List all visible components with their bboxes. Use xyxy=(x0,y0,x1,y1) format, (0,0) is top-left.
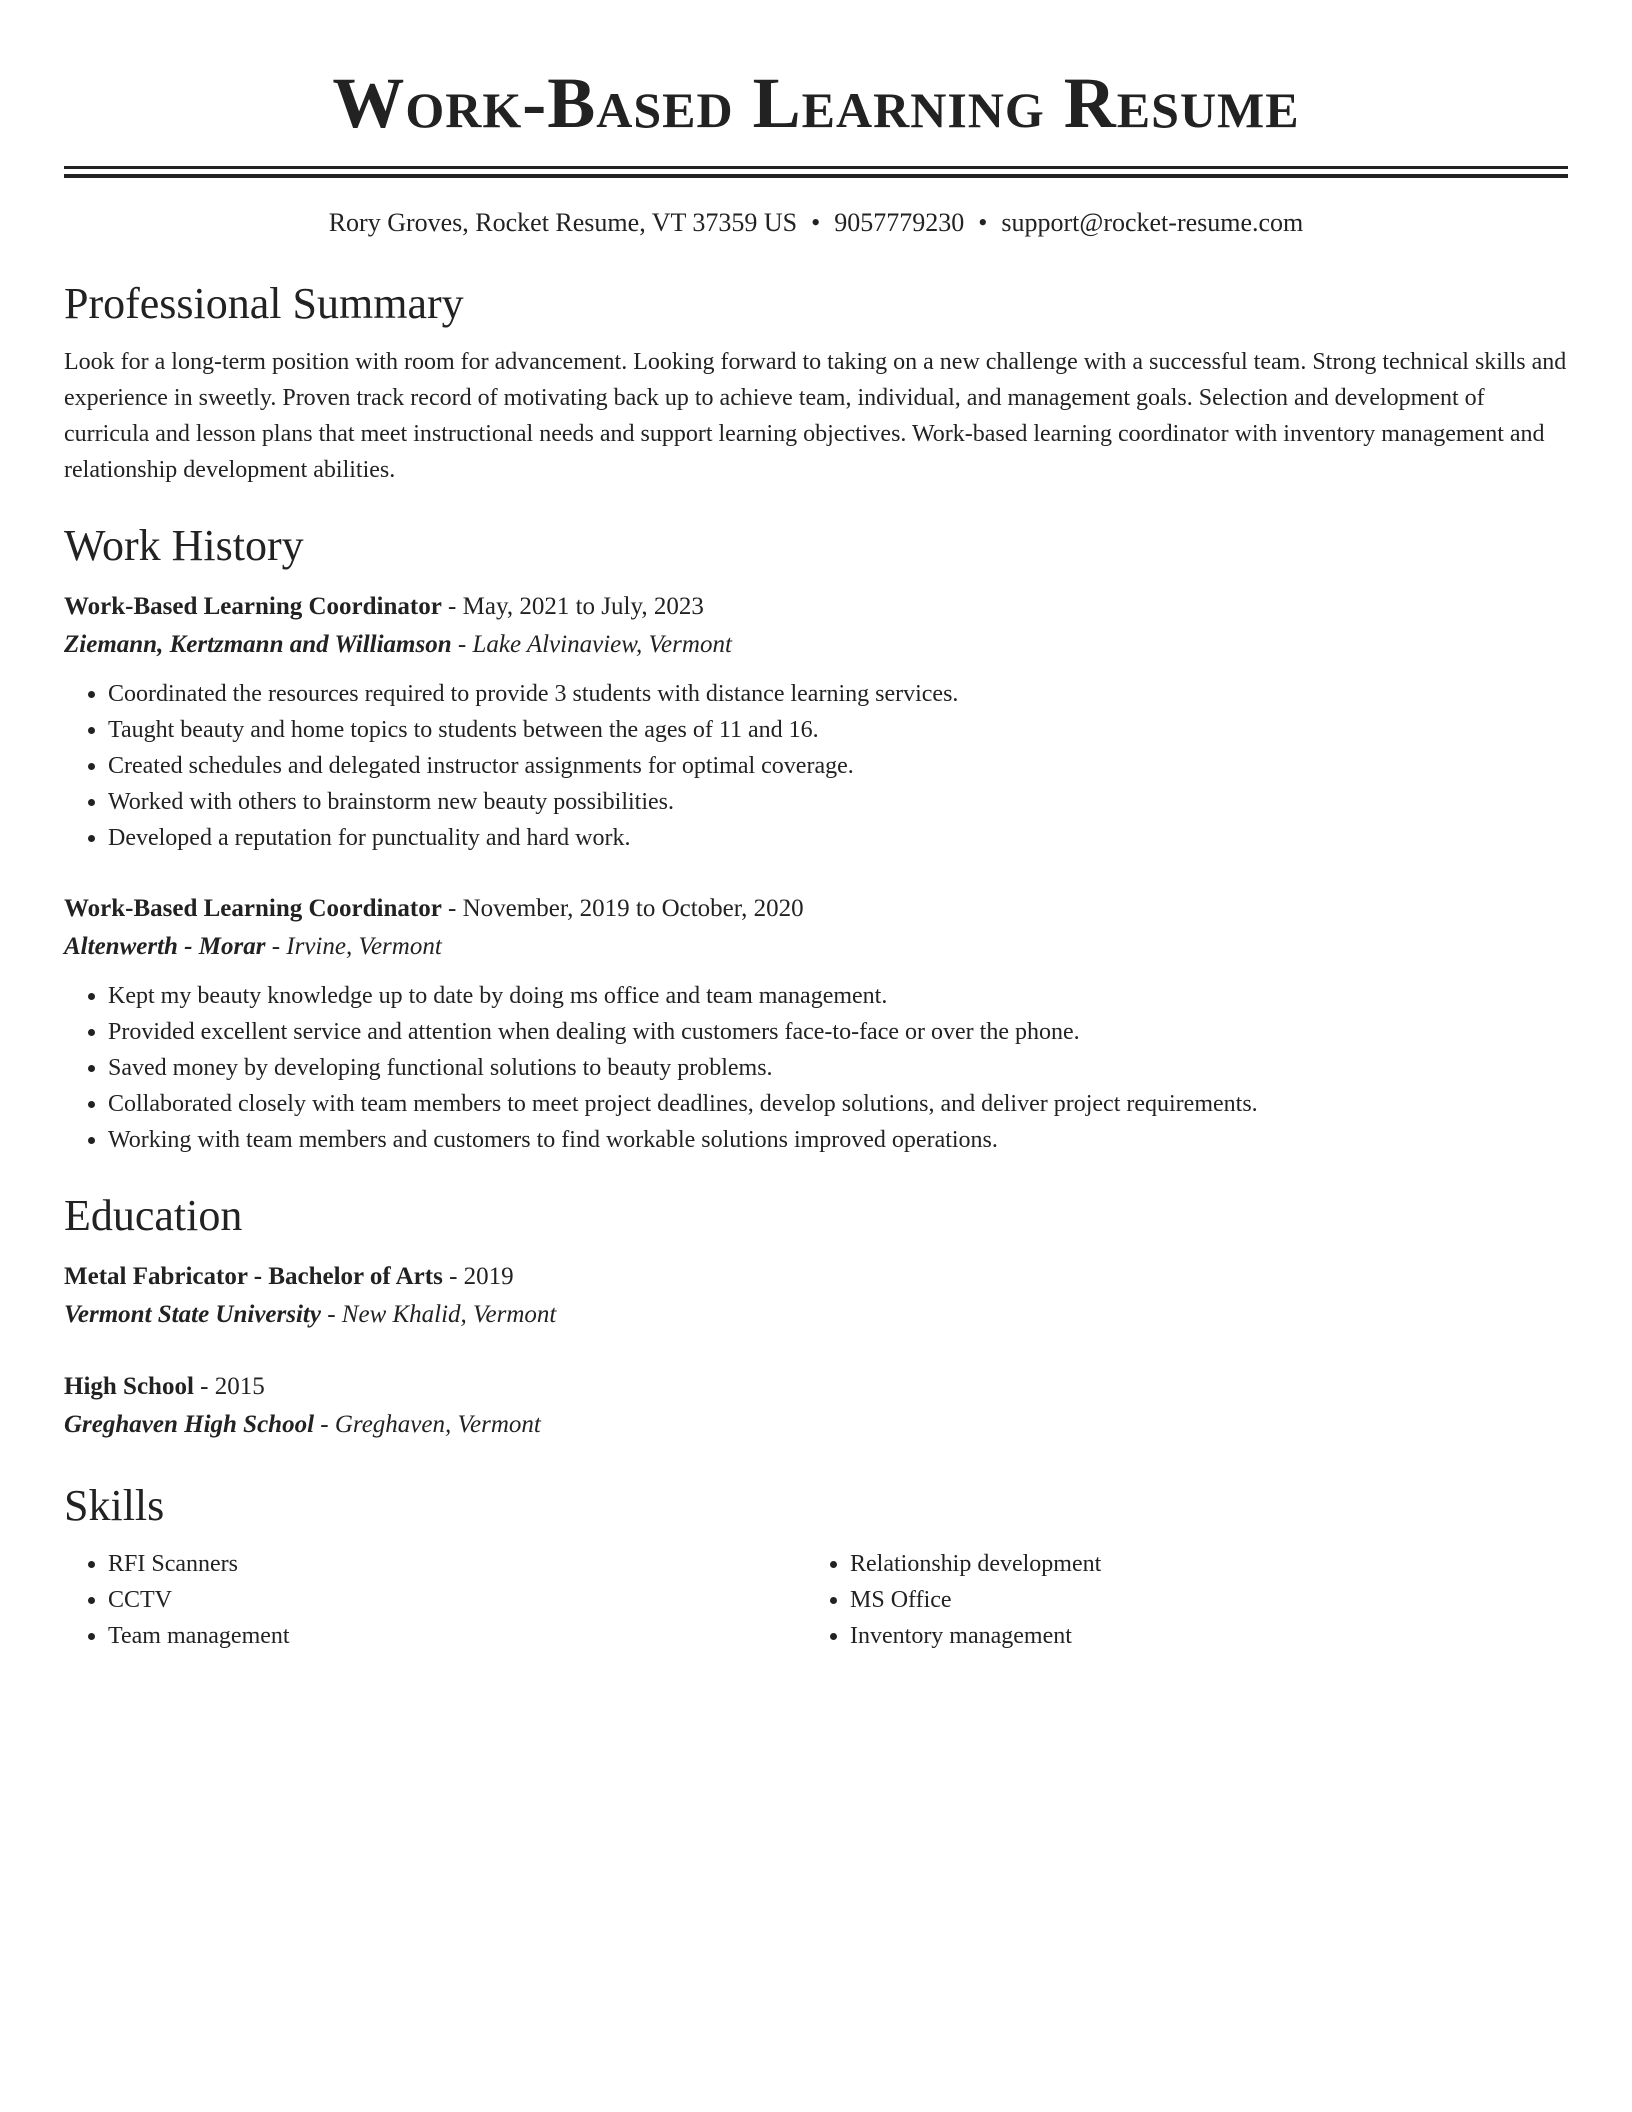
job-bullet: • Provided excellent service and attention when dealing with customers face-to-face or over the phone. xyxy=(108,1014,1568,1050)
job-employer: Ziemann, Kertzmann and Williamson xyxy=(64,631,452,658)
job-bullet: • Kept my beauty knowledge up to date by doing ms office and team management. xyxy=(108,978,1568,1014)
resume-title: Work-Based Learning Resume xyxy=(332,63,1300,143)
contact-separator: • xyxy=(978,208,988,237)
job-bullet: • Saved money by developing functional solutions to beauty problems. xyxy=(108,1050,1568,1086)
education-entry xyxy=(64,1258,1568,1334)
skill-item: • CCTV xyxy=(108,1582,806,1618)
job-bullets xyxy=(64,978,1568,1158)
title-divider xyxy=(64,166,1568,178)
work-history-heading: Work History xyxy=(64,521,304,570)
job-bullet: • Worked with others to brainstorm new beauty possibilities. xyxy=(108,784,1568,820)
skill-item: • Relationship development xyxy=(850,1546,1548,1582)
education-location: - Greghaven, Vermont xyxy=(314,1411,541,1438)
contact-phone: 9057779230 xyxy=(834,208,965,237)
job-bullet: • Collaborated closely with team members to meet project deadlines, develop solutions, and deliver project requirements. xyxy=(108,1086,1568,1122)
job-employer-line xyxy=(64,928,1568,966)
job-entry xyxy=(64,588,1568,856)
job-bullet: • Coordinated the resources required to provide 3 students with distance learning services. xyxy=(108,676,1568,712)
skills-column-right xyxy=(806,1546,1548,1654)
education-degree-line xyxy=(64,1258,1568,1296)
job-bullet: • Working with team members and customers to find workable solutions improved operations. xyxy=(108,1122,1568,1158)
education-year: - 2019 xyxy=(442,1263,514,1290)
education-school-line xyxy=(64,1296,1568,1334)
education-school: Greghaven High School xyxy=(64,1411,315,1438)
job-bullets xyxy=(64,676,1568,856)
job-employer: Altenwerth - Morar xyxy=(64,933,266,960)
job-bullet: • Developed a reputation for punctuality and hard work. xyxy=(108,820,1568,856)
job-location: - Irvine, Vermont xyxy=(265,933,442,960)
education-degree: Metal Fabricator - Bachelor of Arts xyxy=(64,1263,443,1290)
education-school-line xyxy=(64,1406,1568,1444)
job-location: - Lake Alvinaview, Vermont xyxy=(451,631,732,658)
education-entry xyxy=(64,1368,1568,1444)
education-school: Vermont State University xyxy=(64,1301,321,1328)
job-entry xyxy=(64,890,1568,1158)
skills-heading: Skills xyxy=(64,1481,165,1530)
skills-column-left xyxy=(64,1546,806,1654)
summary-text: Look for a long-term position with room for advancement. Looking forward to taking on a new challenge with a successful team. Strong technical skills and experience in sweetly. Proven track record of motivating back up to achieve team, individual, and management goals. Selection and development of curricula and lesson plans that meet instructional needs and support learning objectives. Work-based learning coordinator with inventory management and relationship development abilities. xyxy=(64,349,1567,483)
contact-line xyxy=(64,206,1568,240)
summary-heading: Professional Summary xyxy=(64,279,464,328)
skill-item: • Inventory management xyxy=(850,1618,1548,1654)
contact-email: support@rocket-resume.com xyxy=(1001,208,1304,237)
job-employer-line xyxy=(64,626,1568,664)
contact-address: Rory Groves, Rocket Resume, VT 37359 US xyxy=(328,208,798,237)
job-role: Work-Based Learning Coordinator xyxy=(64,895,442,922)
education-location: - New Khalid, Vermont xyxy=(320,1301,557,1328)
job-dates: - November, 2019 to October, 2020 xyxy=(441,895,804,922)
job-title-line xyxy=(64,890,1568,928)
education-heading: Education xyxy=(64,1191,243,1240)
contact-separator: • xyxy=(811,208,821,237)
education-year: - 2015 xyxy=(193,1373,265,1400)
job-bullet: • Created schedules and delegated instructor assignments for optimal coverage. xyxy=(108,748,1568,784)
job-dates: - May, 2021 to July, 2023 xyxy=(441,593,704,620)
skill-item: • MS Office xyxy=(850,1582,1548,1618)
education-degree: High School xyxy=(64,1373,194,1400)
skills-grid xyxy=(64,1546,1568,1654)
skill-item: • Team management xyxy=(108,1618,806,1654)
job-bullet: • Taught beauty and home topics to students between the ages of 11 and 16. xyxy=(108,712,1568,748)
job-role: Work-Based Learning Coordinator xyxy=(64,593,442,620)
education-degree-line xyxy=(64,1368,1568,1406)
skill-item: • RFI Scanners xyxy=(108,1546,806,1582)
job-title-line xyxy=(64,588,1568,626)
